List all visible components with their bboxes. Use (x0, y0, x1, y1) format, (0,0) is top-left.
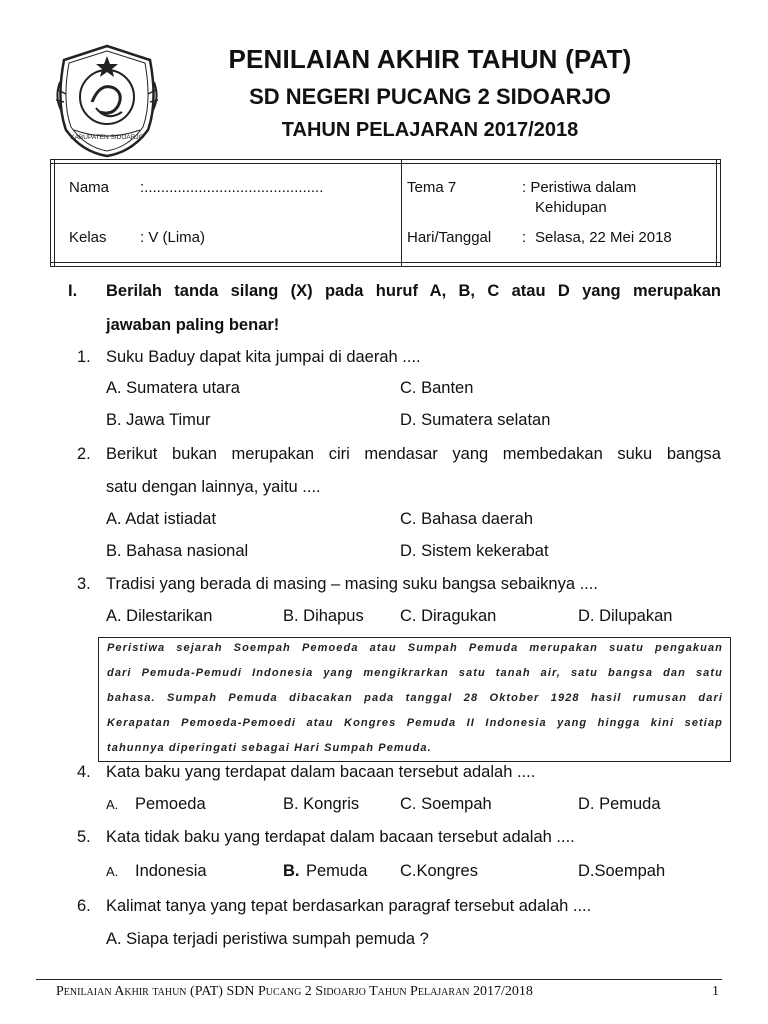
answer-option[interactable]: B. Kongris (283, 795, 360, 813)
theme-value: : Peristiwa dalam (522, 179, 637, 196)
instruction-line-2: jawaban paling benar! (106, 316, 280, 334)
section-number: I. (68, 282, 78, 300)
page-number: 1 (712, 984, 719, 999)
answer-option[interactable]: B. Dihapus (283, 607, 364, 625)
option-letter: A. (106, 797, 119, 812)
passage-line: dari Pemuda-Pemudi Indonesia yang mengikrarkan satu tanah air, satu bangsa dan satu (107, 667, 723, 679)
question-number: 5. (77, 828, 91, 846)
instruction-line-1: Berilah tanda silang (X) pada huruf A, B, C atau D yang merupakan (106, 282, 721, 300)
answer-option[interactable]: D. Dilupakan (578, 607, 673, 625)
option-letter: A. (106, 864, 119, 879)
answer-option[interactable]: Pemuda (306, 862, 368, 880)
answer-option[interactable]: Indonesia (135, 862, 207, 880)
logo-caption: KABUPATEN SIDOARJO (70, 134, 144, 141)
question-number: 2. (77, 445, 91, 463)
sidoarjo-regency-emblem (52, 42, 162, 160)
school-name: SD NEGERI PUCANG 2 SIDOARJO (249, 84, 611, 109)
answer-option[interactable]: C. Banten (400, 379, 474, 397)
passage-line: bahasa. Sumpah Pemuda dibacakan pada tanggal 28 Oktober 1928 hasil rumusan dari (107, 692, 723, 704)
answer-option[interactable]: D. Sistem kekerabat (400, 542, 549, 560)
question-text: Kalimat tanya yang tepat berdasarkan paragraf tersebut adalah .... (106, 897, 592, 915)
date-colon: : (522, 229, 527, 246)
question-text: Kata baku yang terdapat dalam bacaan tersebut adalah .... (106, 763, 536, 781)
passage-line: Peristiwa sejarah Soempah Pemoeda atau Sumpah Pemuda merupakan suatu pengakuan (107, 642, 723, 654)
passage-line: Kerapatan Pemoeda-Pemoedi atau Kongres Pemuda II Indonesia yang hingga kini setiap (107, 717, 723, 729)
class-label: Kelas (69, 229, 107, 246)
exam-title: PENILAIAN AKHIR TAHUN (PAT) (228, 44, 632, 74)
question-text-cont: satu dengan lainnya, yaitu .... (106, 478, 321, 496)
answer-option[interactable]: A. Sumatera utara (106, 379, 240, 397)
answer-option[interactable]: B. Bahasa nasional (106, 542, 249, 560)
class-value: : V (Lima) (140, 229, 206, 246)
question-number: 6. (77, 897, 91, 915)
theme-value-cont: Kehidupan (535, 199, 607, 216)
question-number: 1. (77, 348, 91, 366)
answer-option[interactable]: C.Kongres (400, 862, 478, 880)
reading-passage (98, 637, 731, 762)
answer-option[interactable]: B. Jawa Timur (106, 411, 211, 429)
name-label: Nama (69, 179, 110, 196)
answer-option[interactable]: Pemoeda (135, 795, 206, 813)
answer-option[interactable]: C. Bahasa daerah (400, 510, 534, 528)
answer-option[interactable]: A. Adat istiadat (106, 510, 217, 528)
option-letter: B. (283, 862, 300, 880)
question-text: Berikut bukan merupakan ciri mendasar yang membedakan suku bangsa (106, 445, 721, 463)
answer-option[interactable]: A. Dilestarikan (106, 607, 213, 625)
footer-text: Penilaian Akhir tahun (PAT) SDN Pucang 2 Sidoarjo Tahun Pelajaran 2017/2018 (56, 984, 533, 999)
answer-option[interactable]: A. Siapa terjadi peristiwa sumpah pemuda ? (106, 930, 429, 948)
question-text: Suku Baduy dapat kita jumpai di daerah .... (106, 348, 421, 366)
answer-option[interactable]: D. Sumatera selatan (400, 411, 551, 429)
answer-option[interactable]: D. Pemuda (578, 795, 661, 813)
question-text: Kata tidak baku yang terdapat dalam bacaan tersebut adalah .... (106, 828, 575, 846)
answer-option[interactable]: C. Soempah (400, 795, 492, 813)
date-value: Selasa, 22 Mei 2018 (535, 229, 672, 246)
question-text: Tradisi yang berada di masing – masing suku bangsa sebaiknya .... (106, 575, 598, 593)
answer-option[interactable]: C. Diragukan (400, 607, 497, 625)
answer-option[interactable]: D.Soempah (578, 862, 666, 880)
question-number: 3. (77, 575, 91, 593)
date-label: Hari/Tanggal (407, 229, 492, 246)
name-field[interactable]: :........................................... (140, 179, 324, 196)
theme-label: Tema 7 (407, 179, 457, 196)
student-info-box (50, 159, 720, 267)
footer-divider (36, 979, 722, 980)
passage-line: tahunnya diperingati sebagai Hari Sumpah Pemuda. (107, 742, 432, 754)
academic-year: TAHUN PELAJARAN 2017/2018 (281, 119, 579, 141)
question-number: 4. (77, 763, 91, 781)
